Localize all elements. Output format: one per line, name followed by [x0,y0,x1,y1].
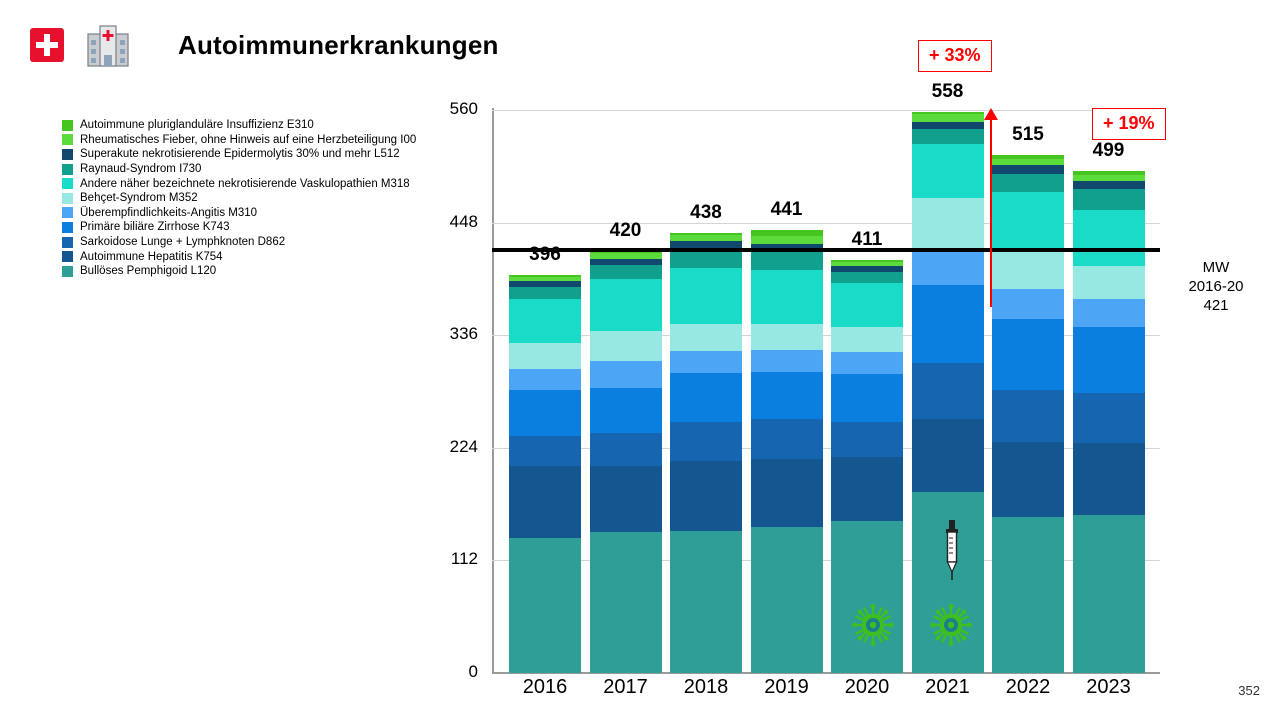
bar-segment [670,351,742,373]
bar-total-label: 441 [770,198,803,220]
mean-line-label [1180,258,1252,315]
x-axis-tick-label: 2023 [1086,676,1131,698]
bar-segment [509,538,581,673]
bar-total-label: 396 [529,243,561,265]
bar-segment [590,388,662,433]
bar-segment [992,289,1064,319]
legend-item-label: Superakute nekrotisierende Epidermolytis 30% und mehr L512 [80,148,400,161]
bar-segment [751,527,823,673]
annotation-badge-2021: + 33% [918,40,992,72]
bar-segment [912,419,984,492]
bar-segment [670,241,742,248]
y-axis-tick-label: 336 [449,324,478,344]
annotation-badge-2023: + 19% [1092,108,1166,140]
legend-item-label: Rheumatisches Fieber, ohne Hinweis auf eine Herzbeteiligung I00 [80,133,417,146]
bar-segment [1073,189,1145,209]
bar-segment [992,165,1064,174]
bar-segment [670,324,742,351]
legend-item-label: Autoimmune pluriglanduläre Insuffizienz E310 [80,119,314,132]
bar-total-label: 438 [690,201,722,223]
bar-segment [1073,393,1145,443]
x-axis-tick-label: 2018 [683,676,729,698]
page-title: Autoimmunerkrankungen [178,30,499,60]
gridline [492,110,1160,111]
bar-segment [590,331,662,361]
slide-number: 352 [1238,683,1260,698]
bar-segment [751,270,823,324]
bar-segment [992,390,1064,442]
y-axis-tick-label: 224 [449,436,478,456]
bar-total-label: 499 [1092,140,1125,162]
bar-segment [509,436,581,466]
bar-segment [831,327,903,352]
x-axis-tick-label: 2017 [603,676,648,698]
bar-total-label: 515 [1012,124,1044,146]
bar-segment [751,419,823,459]
bar-segment [1073,299,1145,327]
legend-item-label: Autoimmune Hepatitis K754 [80,250,223,263]
bar-segment [670,461,742,531]
legend-item-label: Überempfindlichkeits-Angitis M310 [80,206,258,219]
bar-segment [590,532,662,673]
y-axis-line [492,108,494,673]
legend-item-label: Raynaud-Syndrom I730 [80,163,202,176]
legend-item-label: Andere näher bezeichnete nekrotisierende Vaskulopathien M318 [80,177,410,190]
bar-total-label: 558 [931,81,964,102]
bar-stack [670,233,742,673]
bar-segment [912,114,984,122]
x-axis-tick-label: 2022 [1005,676,1051,698]
bar-segment [509,466,581,538]
bar-segment [992,442,1064,517]
bar-segment [751,324,823,350]
y-axis-tick-label: 448 [449,211,478,231]
bar-segment [992,192,1064,250]
bar-segment [1073,181,1145,189]
bar-stack [912,112,984,673]
bar-segment [992,517,1064,673]
bar-stack [1073,171,1145,673]
bar-segment [590,466,662,532]
bar-stack [992,155,1064,673]
bar-segment [831,457,903,521]
bar-segment [590,361,662,387]
bar-segment [509,287,581,299]
bar-segment [509,343,581,369]
bar-segment [751,459,823,527]
x-axis-tick-label: 2020 [844,676,890,698]
bar-segment [670,373,742,421]
bar-segment [831,374,903,421]
y-axis-tick-label: 560 [449,99,478,118]
y-axis-tick-label: 112 [450,549,478,569]
increase-arrow-head [984,108,998,120]
bar-segment [670,422,742,461]
bar-stack [590,251,662,673]
bar-segment [751,350,823,372]
bar-segment [831,422,903,457]
bar-segment [912,363,984,418]
syringe-icon [941,520,963,580]
bar-total-label: 411 [851,228,883,250]
virus-icon-2021 [930,604,972,646]
bar-segment [912,144,984,197]
bar-segment [590,433,662,466]
bar-stack [751,230,823,673]
x-axis-tick-label: 2016 [522,676,568,698]
bar-segment [831,521,903,673]
y-axis-tick-label: 0 [468,662,478,681]
bar-segment [831,272,903,283]
bar-segment [751,372,823,418]
bar-segment [912,252,984,285]
x-axis-tick-label: 2021 [925,676,970,698]
bar-segment [751,251,823,270]
bar-stack [509,275,581,673]
bar-segment [831,283,903,327]
mean-label-line3: 421 [1203,297,1229,314]
bar-segment [912,285,984,363]
bar-segment [992,174,1064,192]
bar-segment [992,251,1064,289]
bar-segment [670,268,742,324]
bar-segment [590,265,662,279]
x-axis-tick-label: 2019 [764,676,809,698]
legend-item-label: Primäre biliäre Zirrhose K743 [80,221,230,234]
mean-label-line1: MW [1202,259,1230,276]
legend-item-label: Bullöses Pemphigoid L120 [80,265,217,278]
bar-total-label: 420 [609,219,642,241]
bar-segment [992,319,1064,389]
mean-label-line2: 2016-20 [1188,278,1244,295]
bar-segment [831,352,903,374]
bar-segment [509,390,581,436]
virus-icon-2020 [852,604,894,646]
bar-segment [1073,443,1145,515]
bar-segment [1073,210,1145,266]
bar-segment [509,299,581,343]
bar-segment [670,531,742,673]
bar-segment [590,279,662,331]
bar-segment [1073,327,1145,392]
bar-segment [509,369,581,389]
legend-item-label: Sarkoidose Lunge + Lymphknoten D862 [80,236,286,249]
bar-segment [1073,515,1145,673]
legend-item-label: Behçet-Syndrom M352 [80,192,198,205]
bar-segment [1073,266,1145,299]
